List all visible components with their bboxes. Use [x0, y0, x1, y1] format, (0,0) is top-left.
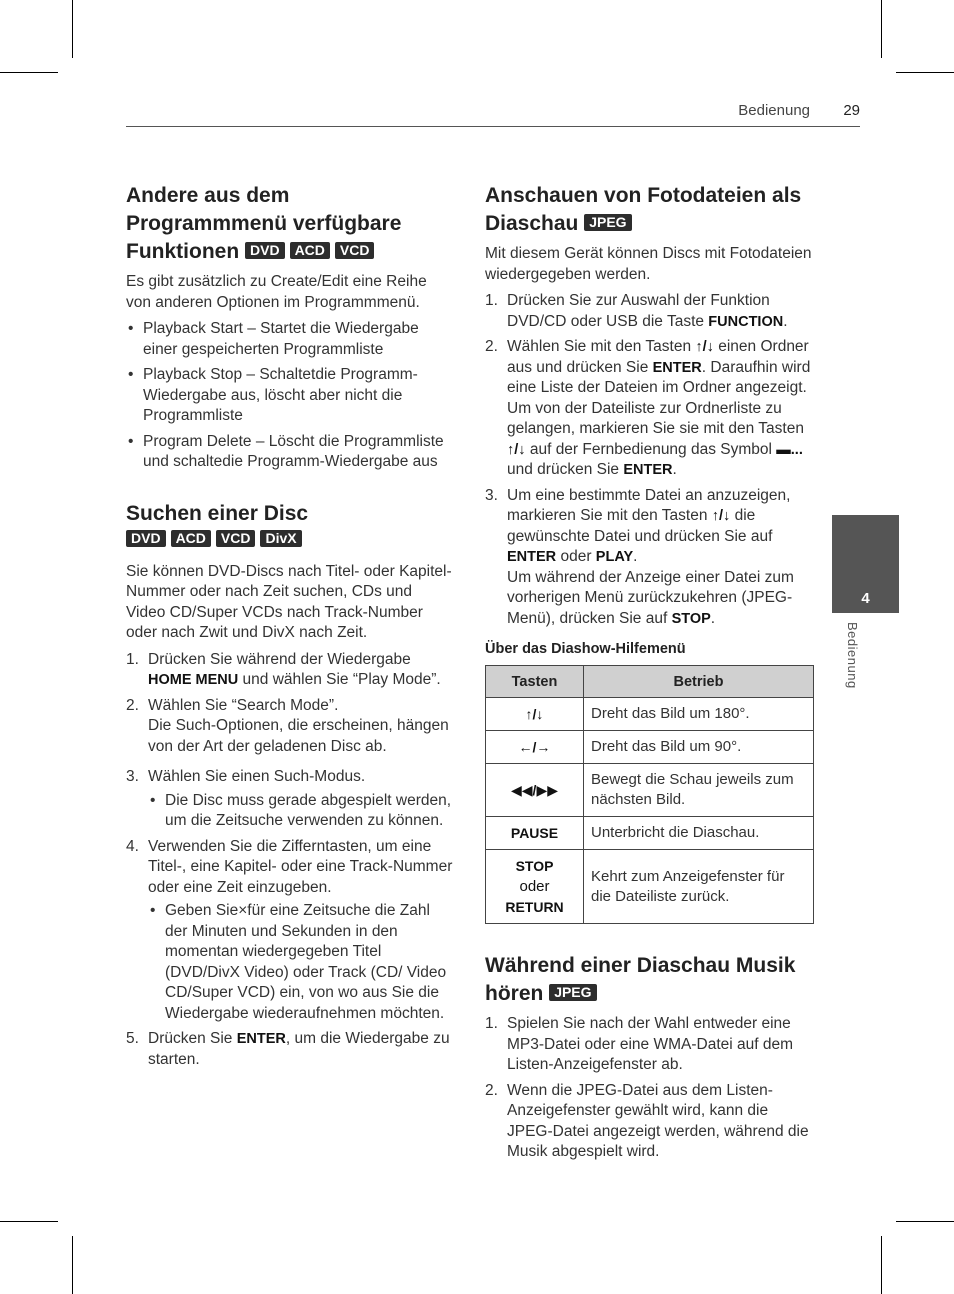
acd-badge: ACD: [171, 530, 211, 547]
list-item: 2. Wenn die JPEG-Datei aus dem Listen-Anzeigefenster gewählt wird, kann die JPEG-Datei angezeigt werden, während die Musik abgespielt wird.: [485, 1081, 809, 1160]
table-header-row: [486, 666, 814, 698]
up-down-arrow-icon: ↑/↓: [695, 339, 714, 355]
crop-mark: [881, 0, 882, 58]
skip-prev-next-icon: ◀◀/▶▶: [486, 764, 584, 817]
section-title: Anschauen von Fotodateien als Diaschau JPEG: [485, 184, 802, 235]
table-cell: Dreht das Bild um 180°.: [584, 698, 814, 731]
list-item: 3. Um eine bestimmte Datei an anzuzeigen, markieren Sie mit den Tasten ↑/↓ die gewünschte Datei und drücken Sie auf ENTER oder PLAY. Um während der Anzeige einer Datei zum vorherigen Menü zurückzukehren (JPEG-Menü), drücken Sie auf STOP.: [485, 486, 794, 627]
left-right-arrow-icon: ←/→: [486, 731, 584, 764]
list-item: 1. Drücken Sie zur Auswahl der Funktion DVD/CD oder USB die Taste FUNCTION.: [485, 292, 788, 330]
crop-mark: [0, 72, 58, 73]
badge-row: [126, 530, 454, 548]
vcd-badge: VCD: [216, 530, 256, 547]
chapter-tab: [832, 515, 899, 613]
crop-mark: [72, 1236, 73, 1294]
step-list: [485, 291, 815, 629]
step-list: [126, 650, 454, 1071]
table-row: [486, 764, 814, 817]
list-item: • Program Delete – Löscht die Programmliste und schaltedie Programm-Wiedergabe aus: [126, 432, 454, 473]
list-item: 5. Drücken Sie ENTER, um die Wiedergabe zu starten.: [126, 1030, 450, 1068]
dvd-badge: DVD: [126, 530, 166, 547]
table-row: [486, 850, 814, 924]
crop-mark: [881, 1236, 882, 1294]
vcd-badge: VCD: [335, 242, 375, 259]
jpeg-badge: JPEG: [549, 984, 596, 1001]
section-intro: Mit diesem Gerät können Discs mit Fotodateien wiedergegeben werden.: [485, 245, 812, 283]
table-cell: PAUSE: [486, 817, 584, 850]
table-row: [486, 698, 814, 731]
list-item: 3. Wählen Sie einen Such-Modus. • Die Disc muss gerade abgespielt werden, um die Zeitsuche verwenden zu können.: [126, 767, 454, 832]
up-down-arrow-icon: ↑/↓: [711, 508, 731, 524]
list-item: • Playback Stop – Schaltetdie Programm-Wiedergabe aus, löscht aber nicht die Programmliste: [126, 365, 454, 427]
section-title: Suchen einer Disc: [126, 501, 309, 525]
header-section: Bedienung: [738, 102, 810, 119]
page-header: [126, 100, 860, 127]
chapter-number: 4: [861, 590, 870, 607]
up-down-arrow-icon: ↑/↓: [486, 698, 584, 731]
table-cell: Kehrt zum Anzeigefenster für die Dateiliste zurück.: [584, 850, 814, 924]
crop-mark: [896, 1221, 954, 1222]
section-intro: Sie können DVD-Discs nach Titel- oder Kapitel-Nummer oder nach Zeit suchen, CDs und Video CD/Super VCDs nach Track-Number oder nach Zwit und DivX nach Zeit.: [126, 562, 452, 641]
table-caption: Über das Diashow-Hilfemenü: [485, 641, 686, 657]
crop-mark: [0, 1221, 58, 1222]
table-cell: Bewegt die Schau jeweils zum nächsten Bild.: [584, 764, 814, 817]
section-title: Während einer Diaschau Musik hören JPEG: [485, 954, 796, 1005]
divx-badge: DivX: [260, 530, 301, 547]
left-column: [126, 182, 454, 1075]
list-item: 2. Wählen Sie mit den Tasten ↑/↓ einen Ordner aus und drücken Sie ENTER. Daraufhin wird eine Liste der Dateien im Ordner angezeigt. Um von der Dateiliste zur Ordnerliste zu gelangen, markieren Sie sie mit den Tasten ↑/↓ auf der Fernbedienung das Symbol ▬... und drücken Sie ENTER.: [485, 338, 811, 478]
folder-up-icon: ▬...: [776, 441, 803, 458]
crop-mark: [896, 72, 954, 73]
jpeg-badge: JPEG: [584, 214, 631, 231]
dvd-badge: DVD: [245, 242, 285, 259]
up-down-arrow-icon: ↑/↓: [507, 441, 526, 458]
table-row: [486, 731, 814, 764]
list-item: 1. Spielen Sie nach der Wahl entweder eine MP3-Datei oder eine WMA-Datei auf dem Listen-Anzeigefenster ab.: [485, 1015, 794, 1073]
right-column: [485, 182, 815, 1168]
section-title: Andere aus dem Programmmenü verfügbare Funktionen DVD ACD VCD: [126, 184, 402, 263]
step-list: [485, 1014, 815, 1163]
list-item: 2. Wählen Sie “Search Mode”. Die Such-Optionen, die erscheinen, hängen von der Art der geladenen Disc ab.: [126, 696, 449, 755]
slideshow-help-table: [485, 665, 814, 924]
acd-badge: ACD: [290, 242, 330, 259]
list-item: • Die Disc muss gerade abgespielt werden, um die Zeitsuche verwenden zu können.: [148, 791, 454, 832]
section-intro: Es gibt zusätzlich zu Create/Edit eine Reihe von anderen Optionen im Programmmenü.: [126, 273, 427, 311]
list-item: 4. Verwenden Sie die Zifferntasten, um eine Titel-, eine Kapitel- oder eine Track-Nummer oder eine Zeit einzugeben. • Geben Sie×für eine Zeitsuche die Zahl der Minuten und Sekunden in den momentan wiedergegeben Titel (DVD/DivX Video) oder Track (CD/ Video CD/Super VCD) ein, von wo aus Sie die Wiedergabe wiederaufnehmen möchten.: [126, 837, 454, 1025]
table-cell: STOP oder RETURN: [486, 850, 584, 924]
bullet-list: [126, 319, 454, 473]
list-item: • Playback Start – Startet die Wiedergabe einer gespeicherten Programmliste: [126, 319, 454, 360]
chapter-label: Bedienung: [845, 622, 860, 689]
table-cell: Dreht das Bild um 90°.: [584, 731, 814, 764]
column-header: Betrieb: [584, 666, 814, 698]
list-item: • Geben Sie×für eine Zeitsuche die Zahl der Minuten und Sekunden in den momentan wiedergegeben Titel (DVD/DivX Video) oder Track (CD/ Video CD/Super VCD) ein, von wo aus Sie die Wiedergabe wiederaufnehmen möchten.: [148, 901, 454, 1024]
crop-mark: [72, 0, 73, 58]
column-header: Tasten: [486, 666, 584, 698]
table-cell: Unterbricht die Diaschau.: [584, 817, 814, 850]
table-row: [486, 817, 814, 850]
page-number: 29: [843, 102, 860, 119]
list-item: 1. Drücken Sie während der Wiedergabe HOME MENU und wählen Sie “Play Mode”.: [126, 650, 441, 688]
